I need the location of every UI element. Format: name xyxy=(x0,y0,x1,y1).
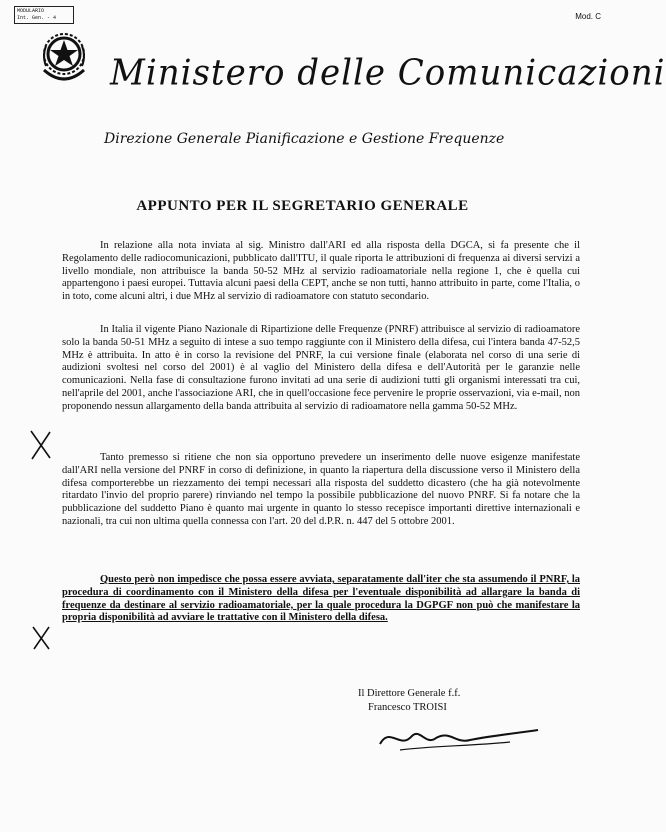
margin-x-mark-icon xyxy=(28,428,54,462)
paragraph-1-text: In relazione alla nota inviata al sig. Ministro dall'ARI ed alla risposta della DGCA, si fa presente che il Regolamento delle radiocomunicazioni, pubblicato dall'ITU, il quale riporta le attribuzioni di frequenza ai diversi servizi a livello mondiale, non attribuisce la banda 50-52 MHz al servizio radioamatoriale nella regione 1, che è quella cui appartengono i paesi europei. Tuttavia alcuni paesi della CEPT, anche se non tutti, hanno attribuito in parte, come l'Italia, o in toto, come alcuni altri, i due MHz al servizio di radioamatore con statuto secondario. xyxy=(62,240,580,303)
republic-emblem-icon xyxy=(36,26,92,90)
paragraph-3 xyxy=(62,452,580,529)
modulario-stamp xyxy=(14,6,74,24)
stamp-line-1: MODULARIO xyxy=(17,8,45,14)
margin-x-mark-icon xyxy=(30,624,52,652)
memo-title: APPUNTO PER IL SEGRETARIO GENERALE xyxy=(136,198,469,214)
paragraph-4-text: Questo però non impedisce che possa essere avviata, separatamente dall'iter che sta assumendo il PNRF, la procedura di coordinamento con il Ministero della difesa per l'eventuale disponibilità ad allargare la banda di frequenze da destinare al servizio radioamatoriale, per la quale procedura la DGPGF non può che manifestare la propria disponibilità ad avviare le trattative con il Ministero della difesa. xyxy=(62,574,580,624)
paragraph-4 xyxy=(62,574,580,625)
paragraph-3-text: Tanto premesso si ritiene che non sia opportuno prevedere un inserimento delle nuove esigenze manifestate dall'ARI nella versione del PNRF in corso di definizione, in quanto la riapertura della discussione verso il Ministero della difesa comporterebbe un riezzamento dei tempi necessari alla risposta del suddetto dicastero (che ha già notevolmente ritardato l'invio del proprio parere) rinviando nel tempo la possibile pubblicazione del nuovo PNRF. Si fa notare che la pubblicazione del suddetto Piano è quanto mai urgente in quanto lo stesso recepisce importanti direttive internazionali e nazionali, tra cui non ultima quella connessa con l'art. 20 del d.P.R. n. 447 del 5 ottobre 2001. xyxy=(62,452,580,527)
paragraph-2 xyxy=(62,324,580,414)
handwritten-signature-icon xyxy=(360,716,560,756)
signatory-title: Il Direttore Generale f.f. xyxy=(358,688,461,699)
form-code: Mod. C xyxy=(575,12,601,21)
stamp-line-2: Int. Gen. - 4 xyxy=(17,15,57,21)
signatory-name: Francesco TROISI xyxy=(368,702,447,713)
paragraph-1 xyxy=(62,240,580,304)
ministry-heading: Ministero delle Comunicazioni xyxy=(110,52,666,94)
paragraph-2-text: In Italia il vigente Piano Nazionale di Ripartizione delle Frequenze (PNRF) attribuisce al servizio di radioamatore solo la banda 50-51 MHz a seguito di intese a suo tempo raggiunte con il Ministero della difesa, cui l'intera banda 47-52,5 MHz è attribuita. In atto è in corso la revisione del PNRF, la cui versione finale (elaborata nel corso di una serie di audizioni svoltesi nel corso del 2001) è al vaglio del Ministero della difesa e dell'Autorità per le garanzie nelle comunicazioni. Nella fase di consultazione furono invitati ad una serie di audizioni tutti gli organismi interessati tra cui, nell'aprile del 2001, anche l'associazione ARI, che in quell'occasione fece pervenire le proprie osservazioni, via e-mail, non proponendo nessun allargamento della banda attribuita al servizio di radioamatore nella gamma 50-52 MHz. xyxy=(62,324,580,412)
directorate-heading: Direzione Generale Pianificazione e Gestione Frequenze xyxy=(104,131,505,147)
